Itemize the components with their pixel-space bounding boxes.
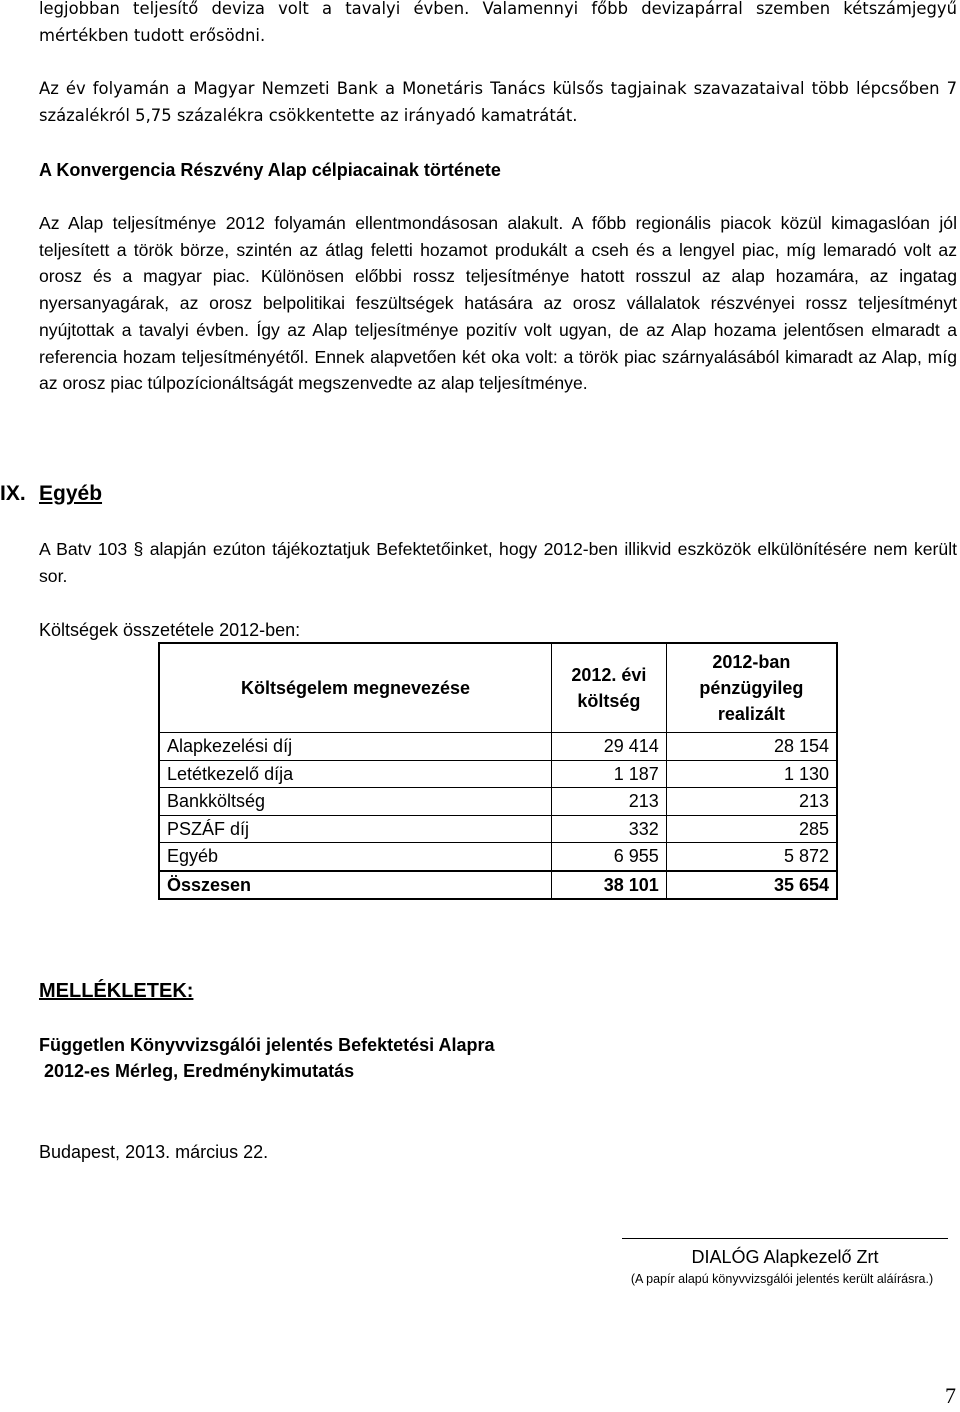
costs-caption: Költségek összetétele 2012-ben: [39, 620, 301, 640]
header-realized: 2012-ban pénzügyileg realizált [666, 643, 837, 733]
attachment-item-balance-sheet: 2012-es Mérleg, Eredménykimutatás [44, 1061, 355, 1081]
realized-value: 5 872 [666, 843, 837, 871]
cost-item-name: Letétkezelő díja [159, 760, 552, 788]
total-realized: 35 654 [666, 871, 837, 900]
section-number: IX. [0, 482, 26, 505]
table-header-row [159, 643, 837, 733]
place-date: Budapest, 2013. március 22. [39, 1142, 269, 1162]
cost-value: 29 414 [552, 733, 667, 761]
section-heading [0, 479, 102, 509]
page-number: 7 [945, 1383, 956, 1408]
attachment-item-audit-report: Független Könyvvizsgálói jelentés Befektetési Alapra [39, 1035, 495, 1055]
realized-value: 213 [666, 788, 837, 816]
fund-performance-paragraph: Az Alap teljesítménye 2012 folyamán ellentmondásosan alakult. A főbb regionális piacok közül kimagaslóan jól teljesített a török börze, szintén az átlag feletti hozamot produkált a cseh és a lengyel piac, míg lemaradó volt az orosz és a magyar piac. Különösen előbbi rossz teljesítménye hatott rosszul az alap hozamára, az ingatag nyersanyagárak, az orosz belpolitikai feszültségek hatására az orosz vállalatok részvényei rossz teljesítményt nyújtottak a tavalyi évben. Így az Alap teljesítménye pozitív volt ugyan, de az Alap hozama jelentősen elmaradt a referencia hozam teljesítményétől. Ennek alapvetően két oka volt: a török piac szárnyalásából kimaradt az Alap, míg az orosz piac túlpozícionáltságát megszenvedte az alap teljesítménye. [39, 213, 957, 394]
central-bank-paragraph: Az év folyamán a Magyar Nemzeti Bank a Monetáris Tanács külsős tagjainak szavazataival több lépcsőben 7 százalékról 5,75 százalékra csökkentette az irányadó kamatrátát. [39, 79, 957, 125]
intro-paragraph: legjobban teljesítő deviza volt a tavalyi évben. Valamennyi főbb devizapárral szemben kétszámjegyű mértékben tudott erősödni. [39, 0, 957, 45]
table-row [159, 788, 837, 816]
cost-value: 1 187 [552, 760, 667, 788]
total-cost: 38 101 [552, 871, 667, 900]
cost-item-name: Bankköltség [159, 788, 552, 816]
signature-name: DIALÓG Alapkezelő Zrt [691, 1247, 879, 1267]
table-total-row [159, 871, 837, 900]
table-row [159, 760, 837, 788]
header-cost-item: Költségelem megnevezése [159, 643, 552, 733]
signature-line [622, 1238, 948, 1239]
signature-note: (A papír alapú könyvvizsgálói jelentés került aláírásra.) [630, 1272, 934, 1286]
cost-item-name: Alapkezelési díj [159, 733, 552, 761]
cost-item-name: PSZÁF díj [159, 815, 552, 843]
realized-value: 28 154 [666, 733, 837, 761]
table-row [159, 843, 837, 871]
costs-table [158, 642, 838, 900]
realized-value: 1 130 [666, 760, 837, 788]
table-row [159, 815, 837, 843]
header-annual-cost: 2012. évi költség [552, 643, 667, 733]
cost-value: 332 [552, 815, 667, 843]
total-label: Összesen [159, 871, 552, 900]
table-row [159, 733, 837, 761]
realized-value: 285 [666, 815, 837, 843]
cost-value: 213 [552, 788, 667, 816]
cost-item-name: Egyéb [159, 843, 552, 871]
subsection-heading: A Konvergencia Részvény Alap célpiacainak története [39, 160, 501, 180]
attachments-title: MELLÉKLETEK: [39, 980, 194, 1002]
section-title: Egyéb [39, 482, 103, 505]
batv-paragraph: A Batv 103 § alapján ezúton tájékoztatjuk Befektetőinket, hogy 2012-ben illikvid eszközök elkülönítésére nem került sor. [39, 539, 957, 586]
cost-value: 6 955 [552, 843, 667, 871]
